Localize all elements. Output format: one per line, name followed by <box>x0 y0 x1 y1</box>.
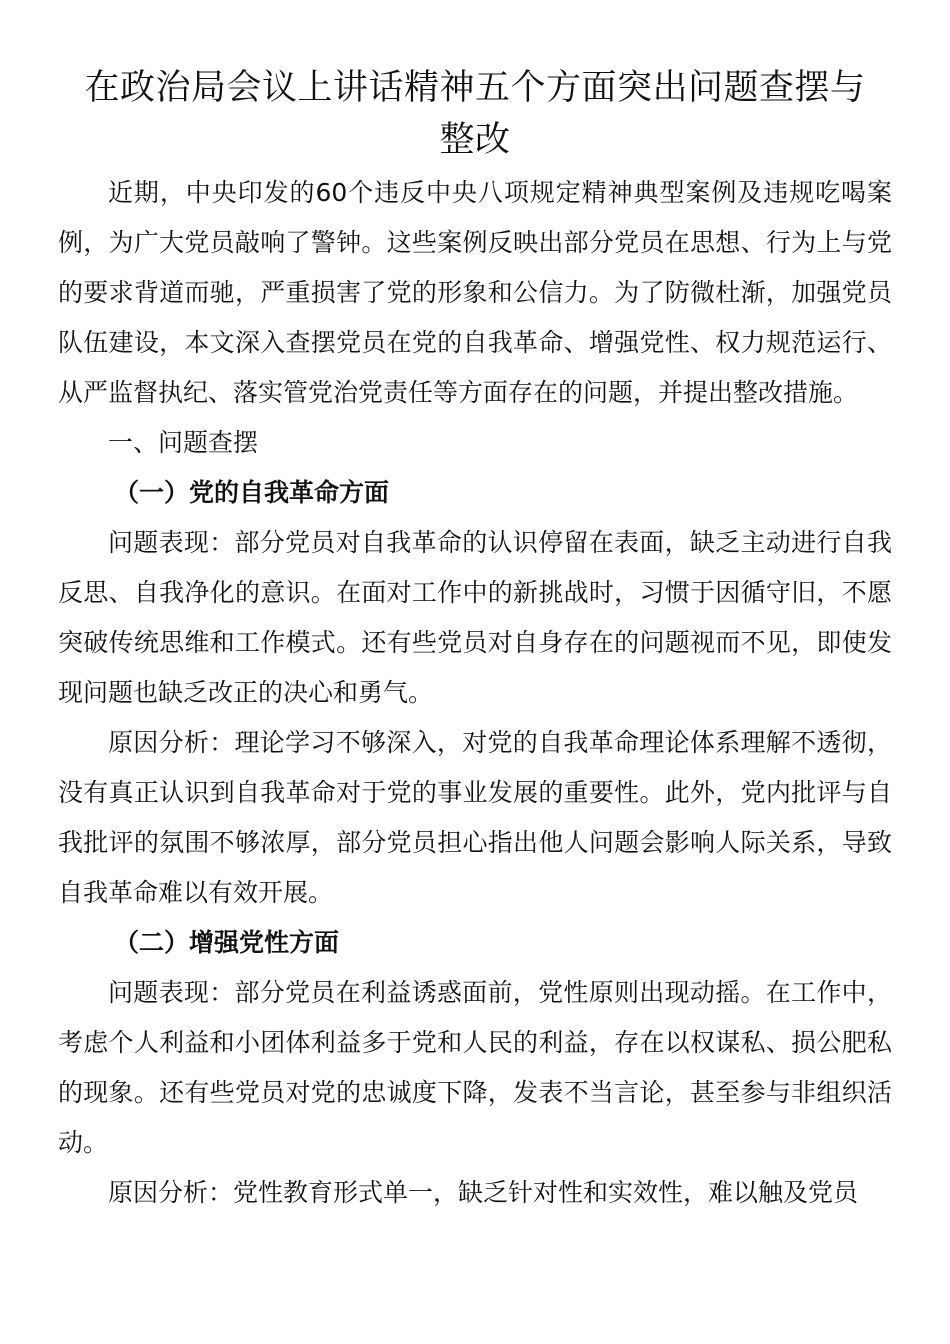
cause-paragraph-party-spirit: 原因分析：党性教育形式单一，缺乏针对性和实效性，难以触及党员 <box>108 1178 859 1207</box>
intro-paragraph: 近期，中央印发的60个违反中央八项规定精神典型案例及违规吃喝案例，为广大党员敲响了警钟。这些案例反映出部分党员在思想、行为上与党的要求背道而驰，严重损害了党的形象和公信力。为了防微杜渐，加强党员队伍建设，本文深入查摆党员在党的自我革命、增强党性、权力规范运行、从严监督执纪、落实管党治党责任等方面存在的问题，并提出整改措施。 <box>58 178 892 407</box>
section-heading-problem-review: 一、问题查摆 <box>108 428 259 457</box>
cause-paragraph-self-revolution: 原因分析：理论学习不够深入，对党的自我革命理论体系理解不透彻，没有真正认识到自我革命对于党的事业发展的重要性。此外，党内批评与自我批评的氛围不够浓厚，部分党员担心指出他人问题会影响人际关系，导致自我革命难以有效开展。 <box>58 728 892 907</box>
problem-paragraph-party-spirit: 问题表现：部分党员在利益诱惑面前，党性原则出现动摇。在工作中，考虑个人利益和小团体利益多于党和人民的利益，存在以权谋私、损公肥私的现象。还有些党员对党的忠诚度下降，发表不当言论，甚至参与非组织活动。 <box>58 978 892 1157</box>
subsection-heading-party-spirit: （二）增强党性方面 <box>114 928 340 957</box>
document-body <box>58 168 892 1218</box>
problem-paragraph-self-revolution: 问题表现：部分党员对自我革命的认识停留在表面，缺乏主动进行自我反思、自我净化的意识。在面对工作中的新挑战时，习惯于因循守旧，不愿突破传统思维和工作模式。还有些党员对自身存在的问题视而不见，即使发现问题也缺乏改正的决心和勇气。 <box>58 528 892 707</box>
subsection-heading-self-revolution: （一）党的自我革命方面 <box>114 478 390 507</box>
document-title: 在政治局会议上讲话精神五个方面突出问题查摆与整改 <box>84 68 866 160</box>
